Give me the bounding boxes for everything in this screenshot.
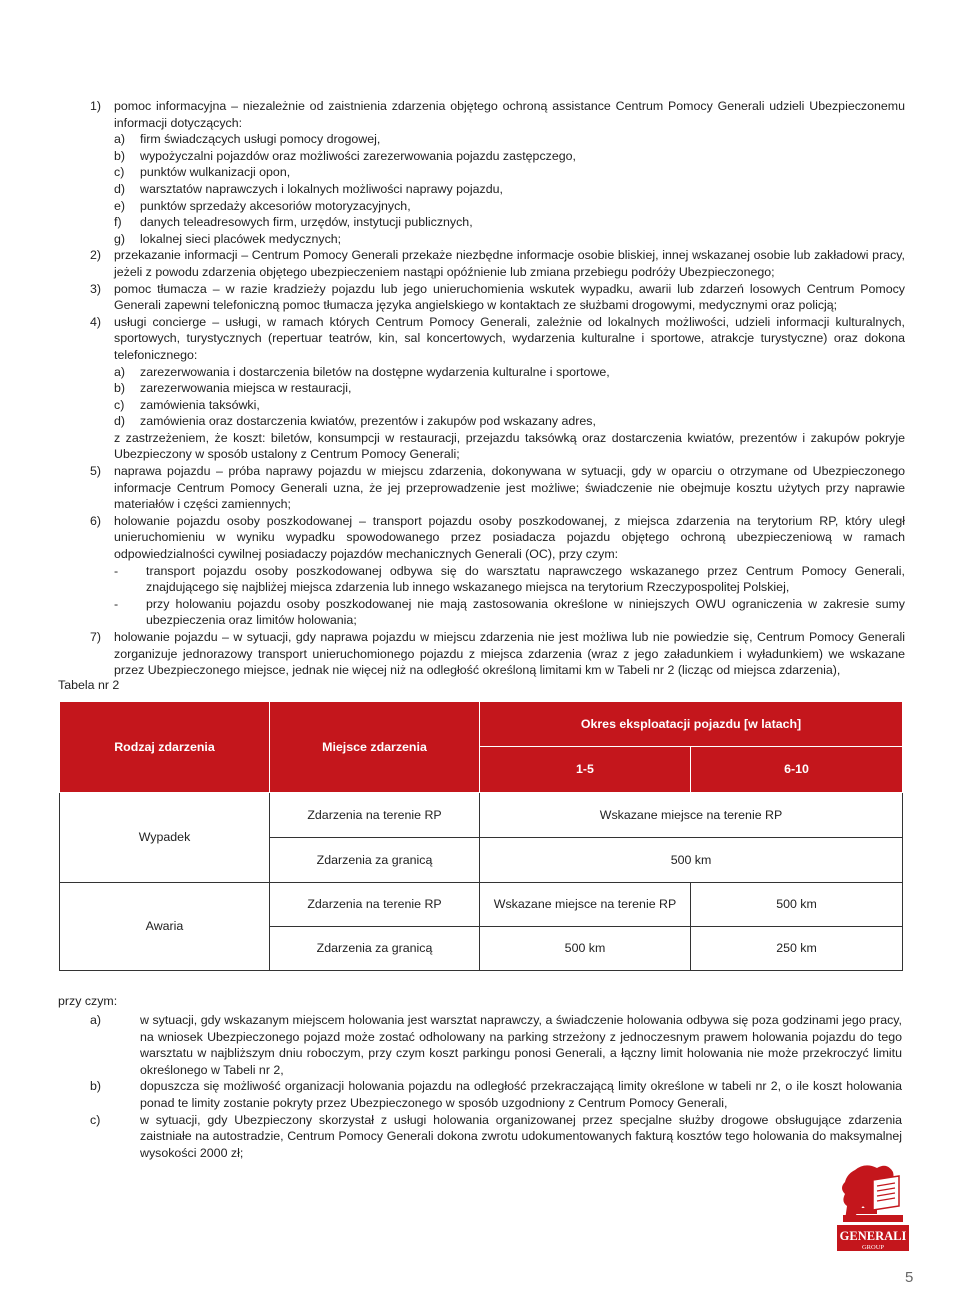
item-text: naprawa pojazdu – próba naprawy pojazdu w miejscu zdarzenia, dokonywana w sytuacji, gdy w oparciu o otrzymane od Ubezpieczonego informacje Centrum Pomocy Generali uzna, że jej przeprowadzenie jest możliwe; świadczenie nie obejmuje kosztu użytych przy naprawie materiałów i części zamiennych; bbox=[114, 464, 905, 512]
sub-item: b) zarezerwowania miejsca w restauracji, bbox=[114, 381, 352, 396]
sub-item: a) firm świadczących usługi pomocy drogowej, bbox=[114, 132, 381, 147]
item-text: pomoc tłumacza – w razie kradzieży pojazdu lub jego unieruchomienia wskutek wypadku, awarii lub zdarzeń losowych Centrum Pomocy Generali zapewni telefoniczną pomoc tłumacza języka angielskiego w kontaktach ze służbami drogowymi, medycznymi oraz policją; bbox=[114, 281, 905, 313]
cell-place: Zdarzenia za granicą bbox=[270, 927, 480, 971]
cell-limit: 250 km bbox=[691, 927, 903, 971]
sub-item: b) wypożyczalni pojazdów oraz możliwości zarezerwowania pojazdu zastępczego, bbox=[114, 148, 576, 163]
note-item: c) w sytuacji, gdy Ubezpieczony skorzystał z usługi holowania organizowanej przez specjalne służby drogowe obsługujące zdarzenia zaistniałe na autostradzie, Centrum Pomocy Generali dokona zwrotu udokumentowanych fakturą kosztów tego holowania do maksymalnej wysokości 2000 zł; bbox=[90, 1112, 902, 1160]
sub-item: f) danych teleadresowych firm, urzędów, instytucji publicznych, bbox=[114, 215, 473, 230]
header-6-10: 6-10 bbox=[691, 747, 903, 793]
note-item: a) w sytuacji, gdy wskazanym miejscem holowania jest warsztat naprawczy, a świadczenie holowania odbywa się poza godzinami jego pracy, na wniosek Ubezpieczonego pojazd może zostać odholowany na parking strzeżony z jednoczesnym prawem holowania pojazdu do tego warsztatu w najbliższym dniu roboczym, przy czym koszt parkingu ponosi Generali, a łączny limit holowania nie może przekroczyć limitu określonego w Tabeli nr 2, bbox=[90, 1013, 902, 1077]
przy-czym-label: przy czym: bbox=[58, 994, 118, 1008]
header-okres: Okres eksploatacji pojazdu [w latach] bbox=[480, 702, 903, 747]
sub-item: g) lokalnej sieci placówek medycznych; bbox=[114, 231, 342, 246]
list-item: 6) holowanie pojazdu osoby poszkodowanej – transport pojazdu osoby poszkodowanej, z miejsca zdarzenia na terytorium RP, który uległ unieruchomieniu w wyniku wypadku spowodowanego przez posiadacza pojazdu objętego ochroną ubezpieczeniową w ramach odpowiedzialności cywilnej posiadaczy pojazdów mechanicznych Generali (OC), przy czym: - transport pojazdu osoby poszkodowanej odbywa się do warsztatu naprawczego wskazanego przez Centrum Pomocy Generali, znajdującego się najbliżej miejsca zdarzenia lub innego wskazanego miejsca na terytorium Rzeczypospolitej Polskiej, - przy holowaniu pojazdu osoby poszkodowanej nie mają zastosowania określone w niniejszych OWU ograniczenia w zakresie sumy ubezpieczenia oraz limitów holowania; bbox=[90, 513, 905, 628]
cell-limit: 500 km bbox=[480, 838, 903, 883]
cell-place: Zdarzenia na terenie RP bbox=[270, 793, 480, 838]
table-label: Tabela nr 2 bbox=[58, 678, 120, 692]
cell-limit: 500 km bbox=[480, 927, 691, 971]
item-text: usługi concierge – usługi, w ramach których Centrum Pomocy Generali, zależnie od lokalnych możliwości, udzieli informacji kulturalnych, sportowych, turystycznych (repertuar teatrów, kin, sal koncertowych, wydarzenia kulturalne i sportowe, atrakcje turystyczne) oraz dokona telefonicznego: bbox=[114, 314, 905, 362]
item-text: przekazanie informacji – Centrum Pomocy Generali przekaże niezbędne informacje osobie bliskiej, innej wskazanej osobie lub zakładowi pracy, jeżeli z powodu zdarzenia objętego ubezpieczeniem nastąpi opóźnienie lub zmiana przebiegu podróży Ubezpieczonego; bbox=[114, 248, 905, 279]
list-item bbox=[90, 98, 905, 247]
cell-place: Zdarzenia na terenie RP bbox=[270, 883, 480, 927]
list-item: 4) usługi concierge – usługi, w ramach których Centrum Pomocy Generali, zależnie od lokalnych możliwości, udzieli informacji kulturalnych, sportowych, turystycznych (repertuar teatrów, kin, sal koncertowych, wydarzenia kulturalne i sportowe, atrakcje turystyczne) oraz dokona telefonicznego: a) zarezerwowania i dostarczenia biletów na dostępne wydarzenia kulturalne i sportowe, b) zarezerwowania miejsca w restauracji, c) zamówienia taksówki, d) zamówienia oraz dostarczenia kwiatów, prezentów i zakupów pod wskazany adres, z zastrzeżeniem, że koszt: biletów, konsumpcji w restauracji, przejazdu taksówką oraz dostarczenia kwiatów, prezentów i zakupów pokryje Ubezpieczony w sposób ustalony z Centrum Pomocy Generali; bbox=[90, 314, 905, 462]
sub-item: c) zamówienia taksówki, bbox=[114, 397, 260, 412]
item-tail: z zastrzeżeniem, że koszt: biletów, konsumpcji w restauracji, przejazdu taksówką oraz dostarczenia kwiatów, prezentów i zakupów pokryje Ubezpieczony w sposób ustalony z Centrum Pomocy Generali; bbox=[114, 430, 905, 462]
sub-item: a) zarezerwowania i dostarczenia biletów na dostępne wydarzenia kulturalne i sportowe, bbox=[114, 364, 610, 379]
list-item: 2) przekazanie informacji – Centrum Pomocy Generali przekaże niezbędne informacje osobie bliskiej, innej wskazanej osobie lub zakładowi pracy, jeżeli z powodu zdarzenia objętego ubezpieczeniem nastąpi opóźnienie lub zmiana przebiegu podróży Ubezpieczonego; bbox=[90, 248, 905, 279]
sub-item: d) zamówienia oraz dostarczenia kwiatów, prezentów i zakupów pod wskazany adres, bbox=[114, 414, 596, 429]
logo-name: GENERALI bbox=[839, 1229, 907, 1243]
sub-item: e) punktów sprzedaży akcesoriów motoryzacyjnych, bbox=[114, 198, 411, 213]
benefits-list bbox=[90, 98, 905, 679]
cell-limit: 500 km bbox=[691, 883, 903, 927]
dash-item: - transport pojazdu osoby poszkodowanej odbywa się do warsztatu naprawczego wskazanego przez Centrum Pomocy Generali, znajdującego się najbliżej miejsca zdarzenia lub innego wskazanego miejsca na terytorium Rzeczypospolitej Polskiej, bbox=[114, 563, 905, 595]
sub-item: d) warsztatów naprawczych i lokalnych możliwości naprawy pojazdu, bbox=[114, 181, 503, 196]
list-item: 5) naprawa pojazdu – próba naprawy pojazdu w miejscu zdarzenia, dokonywana w sytuacji, gdy w oparciu o otrzymane od Ubezpieczonego informacje Centrum Pomocy Generali uzna, że jej przeprowadzenie jest możliwe; świadczenie nie obejmuje kosztu użytych przy naprawie materiałów i części zamiennych; bbox=[90, 464, 905, 512]
cell-awaria: Awaria bbox=[60, 883, 270, 971]
header-miejsce: Miejsce zdarzenia bbox=[270, 702, 480, 793]
sub-item: c) punktów wulkanizacji opon, bbox=[114, 165, 291, 180]
cell-place: Zdarzenia za granicą bbox=[270, 838, 480, 883]
item-number: 1) bbox=[90, 99, 102, 113]
page-number: 5 bbox=[905, 1269, 914, 1286]
header-rodzaj: Rodzaj zdarzenia bbox=[60, 702, 270, 793]
header-1-5: 1-5 bbox=[480, 747, 691, 793]
dash-item: - przy holowaniu pojazdu osoby poszkodowanej nie mają zastosowania określone w niniejszych OWU ograniczenia w zakresie sumy ubezpieczenia oraz limitów holowania; bbox=[114, 596, 905, 628]
item-text: holowanie pojazdu – w sytuacji, gdy naprawa pojazdu w miejscu zdarzenia nie jest możliwa lub nie powiedzie się, Centrum Pomocy Generali zorganizuje jednorazowy transport unieruchomionego pojazdu z miejsca zdarzenia (wraz z jego załadunkiem i wyładunkiem) we wskazane przez Ubezpieczonego miejsce, jednak nie więcej niż na odległość określoną limitami km w Tabeli nr 2 (licząc od miejsca zdarzenia), bbox=[114, 630, 905, 678]
notes-list bbox=[90, 1012, 902, 1161]
cell-wypadek: Wypadek bbox=[60, 793, 270, 883]
towing-limits-table bbox=[59, 701, 903, 971]
list-item: 7) holowanie pojazdu – w sytuacji, gdy naprawa pojazdu w miejscu zdarzenia nie jest możliwa lub nie powiedzie się, Centrum Pomocy Generali zorganizuje jednorazowy transport unieruchomionego pojazdu z miejsca zdarzenia (wraz z jego załadunkiem i wyładunkiem) we wskazane przez Ubezpieczonego miejsce, jednak nie więcej niż na odległość określoną limitami km w Tabeli nr 2 (licząc od miejsca zdarzenia), bbox=[90, 630, 905, 678]
logo-group: GROUP bbox=[861, 1244, 885, 1251]
item-text: holowanie pojazdu osoby poszkodowanej – transport pojazdu osoby poszkodowanej, z miejsca zdarzenia na terytorium RP, który uległ unieruchomieniu w wyniku wypadku spowodowanego przez posiadacza pojazdu objętego ochroną ubezpieczeniową w ramach odpowiedzialności cywilnej posiadaczy pojazdów mechanicznych Generali (OC), przy czym: bbox=[114, 513, 905, 562]
item-text: pomoc informacyjna – niezależnie od zaistnienia zdarzenia objętego ochroną assistance Centrum Pomocy Generali udzieli Ubezpieczonemu informacji dotyczących: bbox=[114, 99, 905, 130]
list-item: 3) pomoc tłumacza – w razie kradzieży pojazdu lub jego unieruchomienia wskutek wypadku, awarii lub zdarzeń losowych Centrum Pomocy Generali zapewni telefoniczną pomoc tłumacza języka angielskiego w kontaktach ze służbami drogowymi, medycznymi oraz policją; bbox=[90, 281, 905, 313]
cell-limit: Wskazane miejsce na terenie RP bbox=[480, 883, 691, 927]
note-item: b) dopuszcza się możliwość organizacji holowania pojazdu na odległość przekraczającą limity określone w tabeli nr 2, o ile koszt holowania ponad te limity zostanie pokryty przez Ubezpieczonego w sposób uzgodniony z Centrum Pomocy Generali, bbox=[90, 1079, 902, 1110]
cell-limit: Wskazane miejsce na terenie RP bbox=[480, 793, 903, 838]
generali-logo-icon bbox=[833, 1160, 913, 1255]
